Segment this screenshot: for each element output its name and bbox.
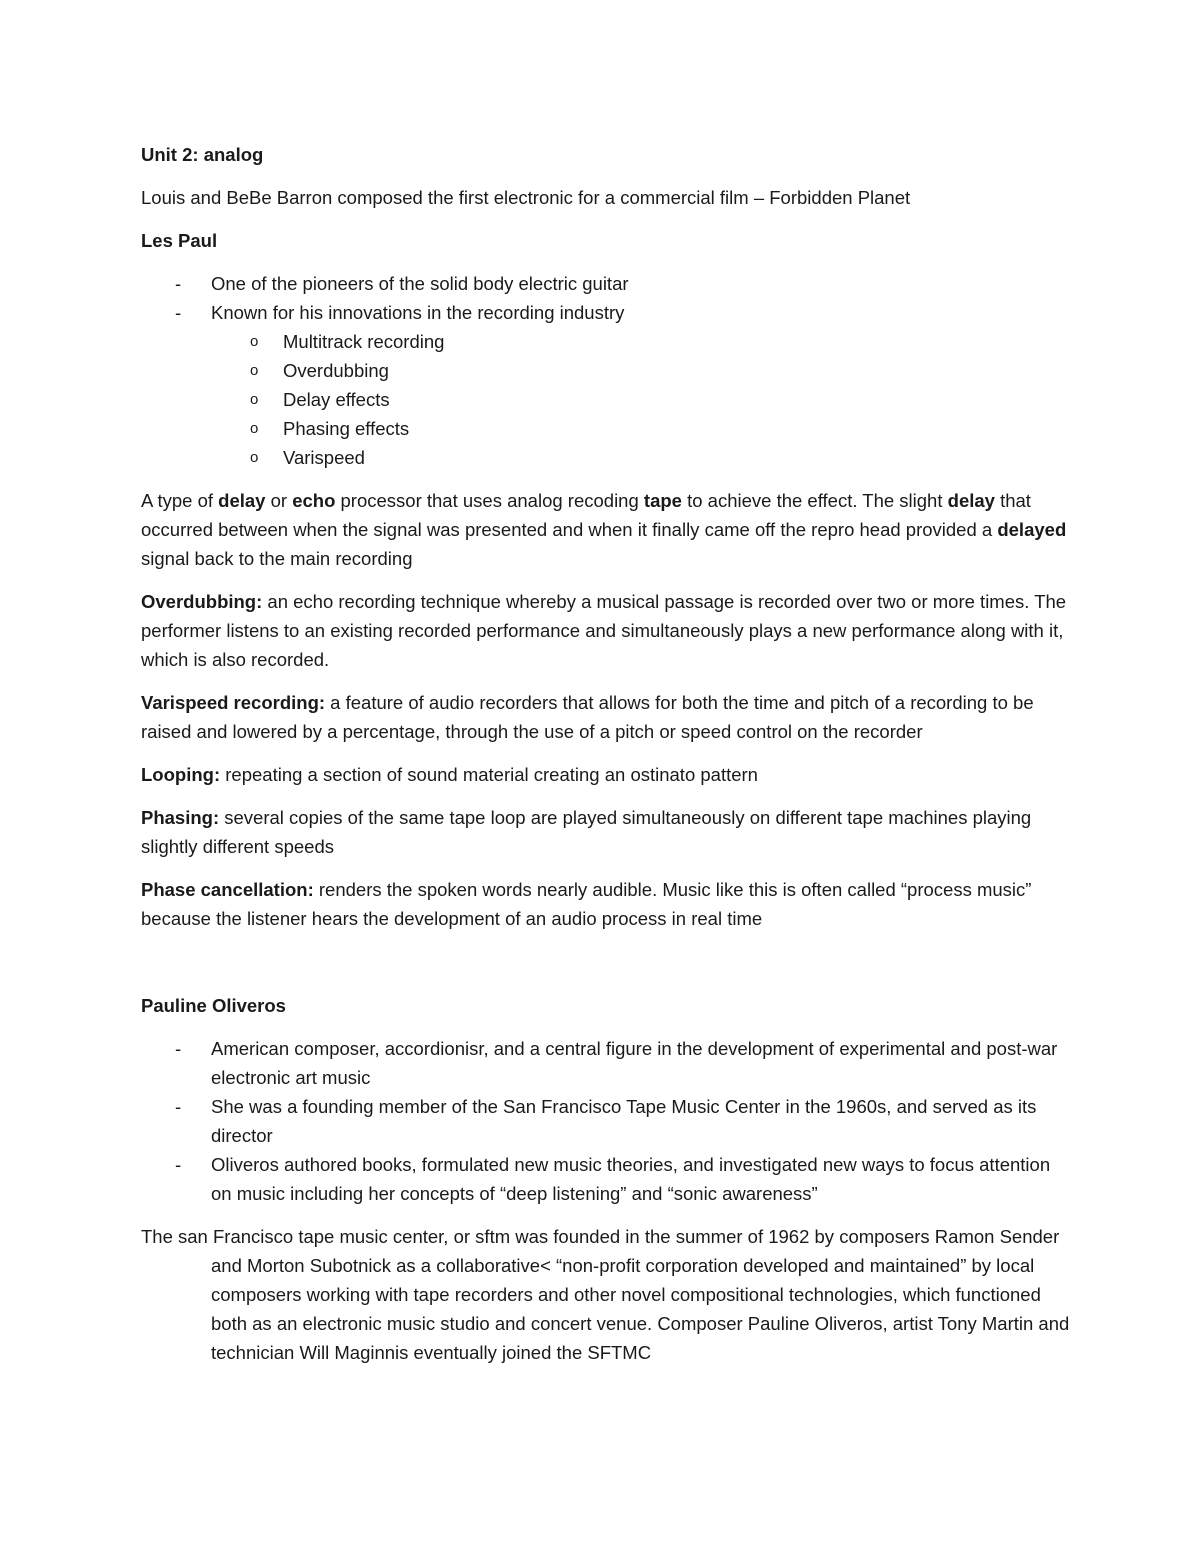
oliveros-list [141,1034,1071,1208]
sublist-item [141,385,1071,414]
sublist-item [141,356,1071,385]
definition-phasing [141,803,1071,861]
definition-looping [141,760,1071,789]
list-item [141,298,1071,472]
definition-overdubbing [141,587,1071,674]
tape-delay-bold: tape [643,490,682,511]
definition-term: Varispeed recording: [141,692,326,713]
list-item-text: American composer, accordionisr, and a central figure in the development of experimental and post-war electronic art music [211,1038,1058,1088]
dash-bullet: - [175,1154,182,1175]
definition-text: repeating a section of sound material creating an ostinato pattern [220,764,758,785]
dash-bullet: - [175,1096,182,1117]
sublist-item-text: Varispeed [283,447,365,468]
section-spacer [141,947,1071,991]
definition-phase-cancellation [141,875,1071,933]
circle-bullet: o [250,449,259,466]
definition-text: a feature of audio recorders that allows for both the time and pitch of a recording to be raised and lowered by a percentage, through the use of a pitch or speed control on the recorder [141,692,1034,742]
tape-delay-text: signal back to the main recording [141,548,413,569]
page-title: Unit 2: analog [141,144,264,165]
list-item-text: She was a founding member of the San Francisco Tape Music Center in the 1960s, and served as its director [211,1096,1037,1146]
sublist-item-text: Multitrack recording [283,331,445,352]
sublist-item [141,414,1071,443]
barron-line: Louis and BeBe Barron composed the first electronic for a commercial film – Forbidden Planet [141,187,911,208]
tape-delay-text: that occurred between when the signal was presented and when it finally came off the repro head provided a [141,490,1031,540]
list-item [141,1034,1071,1092]
circle-bullet: o [250,362,259,379]
tape-delay-text: to achieve the effect. The slight [681,490,948,511]
tape-delay-paragraph [141,486,1071,573]
circle-bullet: o [250,420,259,437]
tape-delay-bold: echo [292,490,336,511]
oliveros-heading: Pauline Oliveros [141,995,286,1016]
definition-text: an echo recording technique whereby a musical passage is recorded over two or more times. The performer listens to an existing recorded performance and simultaneously plays a new performance along with it, which is also recorded. [141,591,1067,670]
sublist-item [141,327,1071,356]
tape-delay-bold: delay [218,490,266,511]
definition-term: Overdubbing: [141,591,263,612]
dash-bullet: - [175,302,182,323]
definition-term: Phasing: [141,807,220,828]
definition-varispeed [141,688,1071,746]
circle-bullet: o [250,333,259,350]
dash-bullet: - [175,1038,182,1059]
list-item [141,1092,1071,1150]
document-page [141,140,1071,1367]
sftmc-paragraph: The san Francisco tape music center, or sftm was founded in the summer of 1962 by composers Ramon Sender and Morton Subotnick as a collaborative< “non-profit corporation developed and maintained” by local composers working with tape recorders and other novel compositional technologies, which functioned both as an electronic music studio and concert venue. Composer Pauline Oliveros, artist Tony Martin and technician Will Maginnis eventually joined the SFTMC [141,1226,1070,1363]
list-item-text: Oliveros authored books, formulated new music theories, and investigated new ways to focus attention on music including her concepts of “deep listening” and “sonic awareness” [211,1154,1051,1204]
list-item-text: One of the pioneers of the solid body electric guitar [211,273,629,294]
sublist-item-text: Delay effects [283,389,390,410]
list-item-text: Known for his innovations in the recording industry [211,302,625,323]
dash-bullet: - [175,273,182,294]
les-paul-heading: Les Paul [141,230,218,251]
sublist-item-text: Overdubbing [283,360,389,381]
innovations-sublist [211,327,1071,472]
circle-bullet: o [250,391,259,408]
list-item [141,269,1071,298]
list-item [141,1150,1071,1208]
tape-delay-text: processor that uses analog recoding [335,490,644,511]
sublist-item-text: Phasing effects [283,418,410,439]
definition-text: several copies of the same tape loop are played simultaneously on different tape machines playing slightly different speeds [141,807,1032,857]
tape-delay-bold: delay [947,490,995,511]
definition-text: renders the spoken words nearly audible. Music like this is often called “process music” because the listener hears the development of an audio process in real time [141,879,1032,929]
definition-term: Looping: [141,764,221,785]
sublist-item [141,443,1071,472]
tape-delay-text: A type of [141,490,219,511]
les-paul-list [141,269,1071,472]
tape-delay-text: or [265,490,293,511]
tape-delay-bold: delayed [997,519,1067,540]
definition-term: Phase cancellation: [141,879,314,900]
